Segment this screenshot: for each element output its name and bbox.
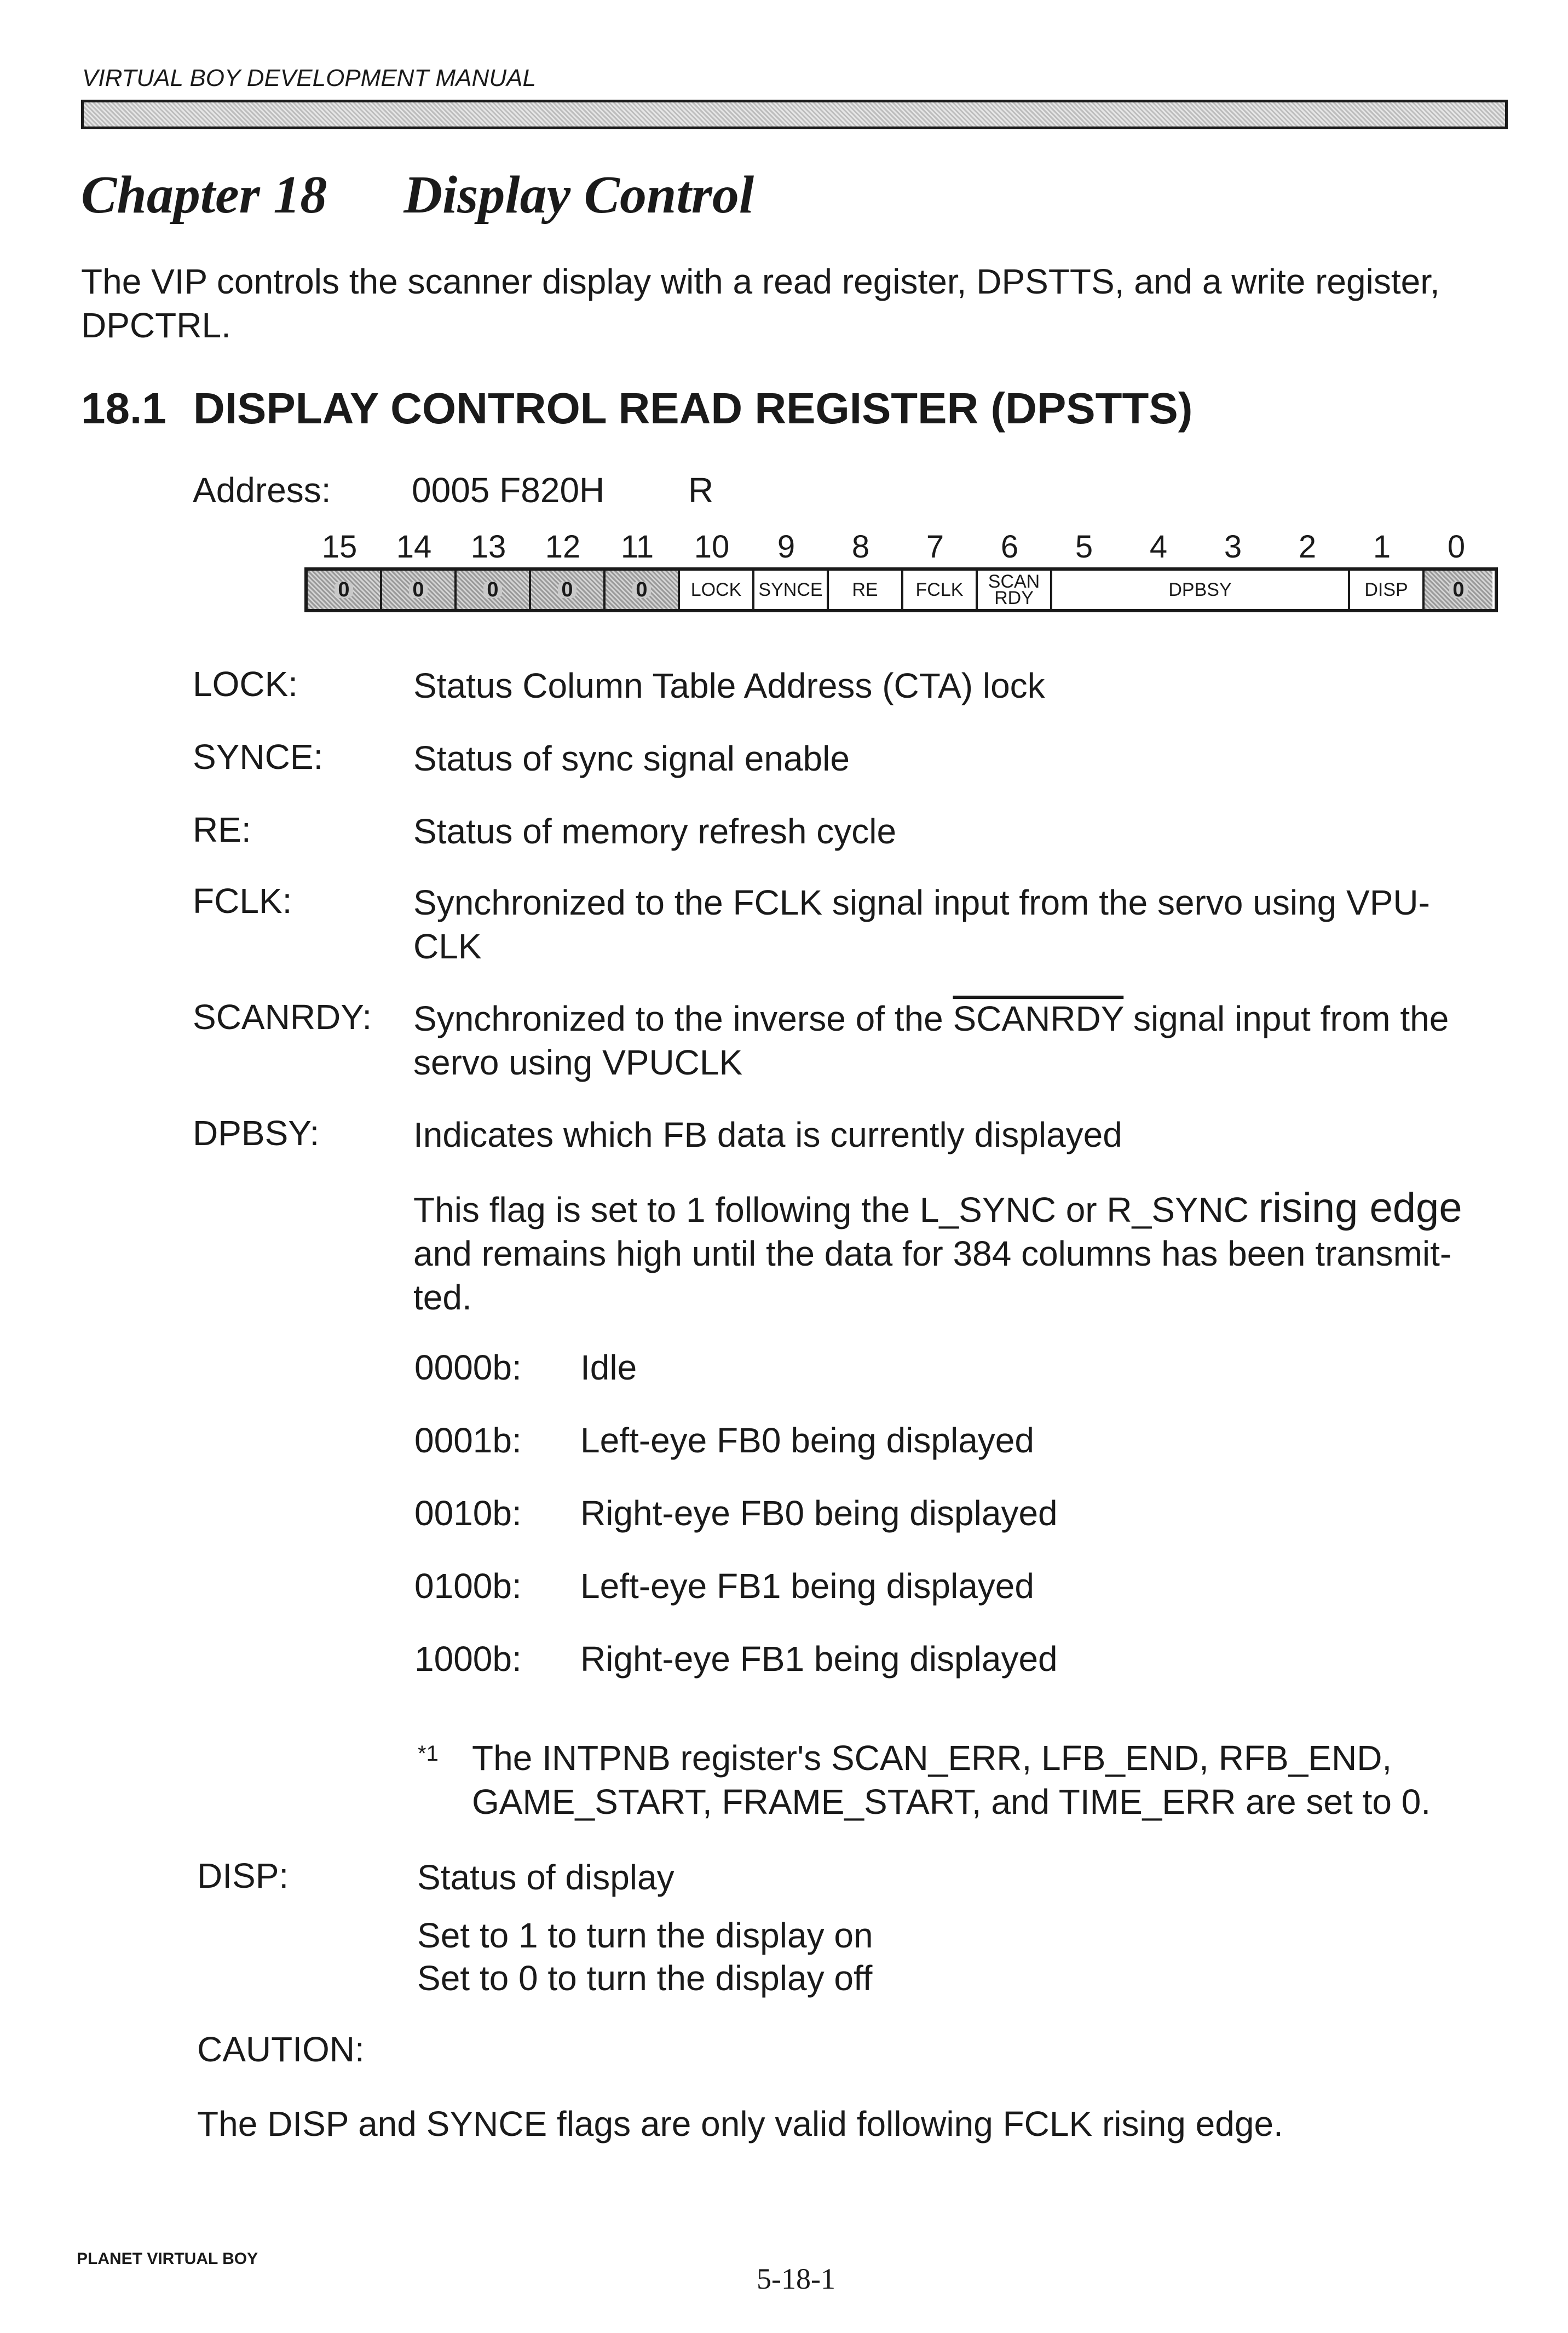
- dpbsy-code: 0100b:: [414, 1566, 522, 1606]
- fclk-label: FCLK:: [193, 881, 292, 921]
- reserved-bit-13: 0: [457, 571, 531, 609]
- dpbsy-label: DPBSY:: [193, 1113, 320, 1153]
- bit-number: 0: [1447, 529, 1466, 565]
- field-fclk: FCLK: [903, 571, 978, 609]
- dpbsy-code: 0010b:: [414, 1493, 522, 1533]
- footer-publisher: PLANET VIRTUAL BOY: [77, 2250, 258, 2268]
- bit-number: 14: [396, 529, 432, 565]
- bit-number: 3: [1224, 529, 1242, 565]
- chapter-number: Chapter 18: [81, 165, 327, 225]
- field-synce: SYNCE: [754, 571, 829, 609]
- re-description: Status of memory refresh cycle: [413, 812, 897, 851]
- reserved-bit-11: 0: [606, 571, 680, 609]
- bit-number: 13: [470, 529, 506, 565]
- access-mode: R: [688, 470, 714, 510]
- reserved-bit-12: 0: [531, 571, 606, 609]
- reserved-bit-15: 0: [308, 571, 382, 609]
- field-dpbsy: DPBSY: [1052, 571, 1350, 609]
- disp-label: DISP:: [197, 1856, 289, 1895]
- reserved-bit-0: 0: [1425, 571, 1492, 609]
- field-disp: DISP: [1350, 571, 1425, 609]
- section-heading: [81, 383, 1192, 434]
- reserved-bit-14: 0: [382, 571, 457, 609]
- chapter-title: Display Control: [403, 165, 754, 225]
- section-number: 18.1: [81, 384, 166, 433]
- field-scanrdy-top: SCAN: [988, 571, 1040, 592]
- caution-label: CAUTION:: [197, 2030, 365, 2069]
- dpbsy-detail-emphasis: rising edge: [1258, 1185, 1462, 1231]
- running-header: VIRTUAL BOY DEVELOPMENT MANUAL: [82, 65, 536, 91]
- section-title: DISPLAY CONTROL READ REGISTER (DPSTTS): [193, 384, 1193, 433]
- dpbsy-code: 0001b:: [414, 1421, 522, 1460]
- register-diagram: [304, 567, 1498, 612]
- dpbsy-code-meaning: Right-eye FB1 being displayed: [580, 1639, 1058, 1679]
- intro-paragraph: The VIP controls the scanner display with a read register, DPSTTS, and a write register, DPCTRL.: [81, 262, 1440, 345]
- bit-number: 5: [1075, 529, 1093, 565]
- dpbsy-code-meaning: Right-eye FB0 being displayed: [580, 1493, 1058, 1533]
- scanrdy-description: Synchronized to the inverse of the SCANRDY signal input from the servo using VPUCLK: [413, 999, 1449, 1082]
- dpbsy-code-meaning: Idle: [580, 1348, 637, 1387]
- bit-number: 15: [321, 529, 358, 565]
- scanrdy-overlined-signal: SCANRDY: [953, 999, 1124, 1038]
- dpbsy-description: Indicates which FB data is currently displayed: [413, 1115, 1122, 1154]
- fclk-description: Synchronized to the FCLK signal input from the servo using VPU-CLK: [413, 883, 1430, 966]
- dpbsy-code: 0000b:: [414, 1348, 522, 1387]
- bit-number: 8: [851, 529, 870, 565]
- disp-off-text: Set to 0 to turn the display off: [417, 1958, 873, 1998]
- dpbsy-code-meaning: Left-eye FB0 being displayed: [580, 1421, 1034, 1460]
- re-label: RE:: [193, 810, 251, 849]
- disp-on-text: Set to 1 to turn the display on: [417, 1916, 873, 1955]
- page-number: 5-18-1: [757, 2262, 835, 2295]
- bit-number: 6: [1000, 529, 1019, 565]
- address-label: Address:: [193, 470, 331, 510]
- dpbsy-code-meaning: Left-eye FB1 being displayed: [580, 1566, 1034, 1606]
- caution-text: The DISP and SYNCE flags are only valid following FCLK rising edge.: [197, 2104, 1283, 2144]
- footnote-mark: *1: [418, 1742, 439, 1766]
- scanrdy-label: SCANRDY:: [193, 997, 372, 1037]
- lock-label: LOCK:: [193, 664, 298, 704]
- bit-number: 10: [694, 529, 730, 565]
- chapter-heading: [81, 164, 754, 226]
- bit-number: 12: [545, 529, 581, 565]
- address-value: 0005 F820H: [412, 470, 605, 510]
- field-re: RE: [829, 571, 903, 609]
- field-lock: LOCK: [680, 571, 754, 609]
- bit-number: 2: [1298, 529, 1317, 565]
- bit-number: 1: [1373, 529, 1391, 565]
- register-address: [193, 470, 714, 510]
- footnote-text: The INTPNB register's SCAN_ERR, LFB_END, RFB_END, GAME_START, FRAME_START, and TIME_ERR are set to 0.: [472, 1738, 1431, 1821]
- field-scanrdy-bottom: RDY: [994, 588, 1034, 608]
- synce-description: Status of sync signal enable: [413, 739, 850, 778]
- header-bar: [81, 100, 1508, 129]
- bit-number: 9: [777, 529, 795, 565]
- field-scanrdy: [978, 571, 1052, 609]
- dpbsy-code: 1000b:: [414, 1639, 522, 1679]
- dpbsy-detail: This flag is set to 1 following the L_SYNC or R_SYNC rising edge and remains high until the data for 384 columns has been transmit-ted.: [413, 1185, 1462, 1317]
- bit-number: 7: [926, 529, 944, 565]
- bit-number: 11: [620, 529, 654, 565]
- synce-label: SYNCE:: [193, 737, 324, 777]
- lock-description: Status Column Table Address (CTA) lock: [413, 666, 1045, 705]
- disp-description: Status of display: [417, 1858, 675, 1897]
- bit-number: 4: [1149, 529, 1168, 565]
